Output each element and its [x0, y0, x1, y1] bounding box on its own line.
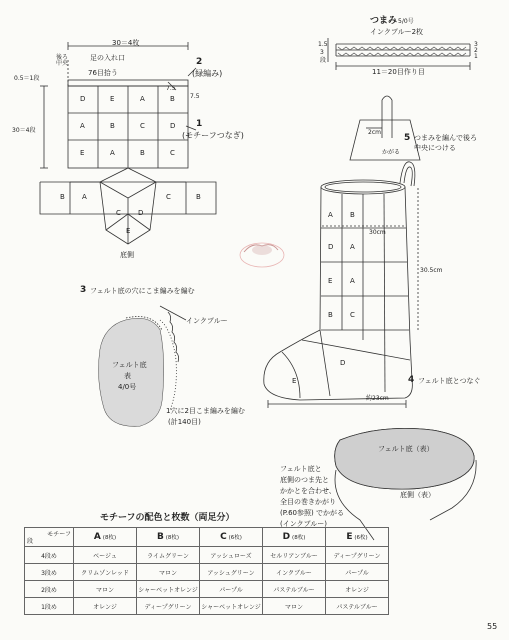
hang-fold: かがる — [382, 149, 401, 156]
table-cell: パープル — [326, 564, 389, 581]
sole-side: 表 — [124, 372, 131, 380]
table-cell: ディープグリーン — [326, 547, 389, 564]
table-header-d: D (8枚) — [263, 528, 326, 547]
corner-top: モチーフ — [47, 531, 71, 538]
tab-left-3: 3 — [320, 49, 324, 56]
grid-cell: B — [140, 149, 145, 157]
note1-text: (モチーフつなぎ) — [182, 131, 244, 140]
table-row — [25, 581, 389, 598]
table-cell: パープル — [200, 581, 263, 598]
side-cell-c: C — [166, 193, 171, 201]
table-cell: クリムゾンレッド — [74, 564, 137, 581]
row-label: 2段め — [25, 581, 74, 598]
sole-yarn-label: インクブルー — [186, 317, 228, 325]
dim-75-a: 7.5 — [166, 85, 176, 92]
tab-row-mark: 1 — [474, 53, 478, 60]
table-header-b: B (8枚) — [137, 528, 200, 547]
sole-name: フェルト底 — [112, 361, 147, 369]
boot-cell: E — [328, 277, 333, 285]
table-cell: パステルブルー — [263, 581, 326, 598]
table-header-c: C (6枚) — [200, 528, 263, 547]
boot-cell: D — [340, 359, 346, 367]
tab-width-label: 11＝20目作り目 — [372, 68, 425, 76]
sole-note-line: フェルト底と — [280, 465, 322, 473]
tab-row-mark: 2 — [474, 47, 478, 54]
boot-width-label: 30cm — [369, 229, 386, 236]
boot-cell: A — [328, 211, 333, 219]
motif-color-table — [24, 527, 389, 615]
tab-left-row: 段 — [320, 57, 327, 64]
boot-cell: D — [328, 243, 334, 251]
sole-note-line: かかとを合わせ、 — [280, 487, 336, 495]
table-cell: シャーベットオレンジ — [200, 598, 263, 615]
side-cell-b2: B — [196, 193, 201, 201]
table-row — [25, 564, 389, 581]
table-title: モチーフの配色と枚数（両足分） — [100, 513, 235, 523]
sole-cell: D — [138, 209, 144, 217]
height-rows-label: 30＝4段 — [12, 127, 36, 134]
top-bottom-label: 底側 — [120, 251, 134, 259]
side-cell-a: A — [82, 193, 87, 201]
grid-cell: C — [140, 122, 145, 130]
step4-num: 4 — [408, 375, 415, 385]
table-cell: アッシュグリーン — [200, 564, 263, 581]
boot-cell: B — [350, 211, 355, 219]
sole-note-line: 全目の巻きかがり — [280, 498, 336, 506]
tab-row-mark: 3 — [474, 41, 478, 48]
table-row — [25, 547, 389, 564]
table-cell: インクブルー — [263, 564, 326, 581]
boot-cell: A — [350, 243, 355, 251]
table-cell: ライムグリーン — [137, 547, 200, 564]
step4-text: フェルト底とつなぐ — [418, 377, 481, 385]
sole-count-total: (計140目) — [168, 418, 201, 426]
row-label: 4段め — [25, 547, 74, 564]
table-cell: ベージュ — [74, 547, 137, 564]
page-number: 55 — [487, 622, 498, 631]
boot-cell: E — [292, 377, 297, 385]
table-cell: マロン — [263, 598, 326, 615]
top-width-label: 30＝4枚 — [112, 39, 140, 47]
note2-num: 2 — [196, 57, 203, 67]
corner-bottom: 段 — [27, 538, 34, 545]
grid-cell: A — [110, 149, 115, 157]
tab-left-15: 1.5 — [318, 41, 328, 48]
sole-count-text: 1穴に2目こま編みを編む — [166, 407, 245, 415]
grid-cell: A — [80, 122, 85, 130]
sole-note-line: (インクブルー) — [280, 520, 328, 528]
sole-note-line: (P.60参照) でかがる — [280, 509, 344, 517]
boot-bottom-label: 約23cm — [366, 395, 389, 402]
dim-75-b: 7.5 — [190, 93, 200, 100]
table-header-a: A (8枚) — [74, 528, 137, 547]
table-header-row — [25, 528, 389, 547]
step3-num: 3 — [80, 285, 87, 295]
decorative-stamp — [240, 243, 284, 267]
table-cell: セルリアンブルー — [263, 547, 326, 564]
side-cell-b: B — [60, 193, 65, 201]
grid-cell: E — [110, 95, 115, 103]
table-cell: シャーベットオレンジ — [137, 581, 200, 598]
sole-note-line: 底側のつま先と — [280, 476, 329, 484]
step3-text: フェルト底の穴にこま編みを編む — [90, 287, 195, 295]
table-header-e: E (6枚) — [326, 528, 389, 547]
row-label: 1段め — [25, 598, 74, 615]
table-cell: マロン — [137, 564, 200, 581]
table-cell: マロン — [74, 581, 137, 598]
step5-num: 5 — [404, 133, 411, 143]
grid-cell: E — [80, 149, 85, 157]
table-cell: ディープグリーン — [137, 598, 200, 615]
table-cell: オレンジ — [74, 598, 137, 615]
boot-height-label: 30.5cm — [420, 267, 443, 274]
row-label: 3段め — [25, 564, 74, 581]
table-corner — [25, 528, 74, 547]
note2-text: (緑編み) — [192, 69, 223, 78]
tab-hook: 5/0号 — [398, 18, 414, 25]
back-center-label: 後ろ中央 — [55, 54, 68, 67]
sole-bottom-label: 底側（表） — [400, 491, 435, 499]
grid-cell: B — [170, 95, 175, 103]
sole-cell: C — [116, 209, 121, 217]
hang-dim: 2cm — [368, 129, 381, 136]
left-rows-label: 0.5＝1段 — [14, 75, 40, 82]
boot-cell: A — [350, 277, 355, 285]
grid-cell: D — [80, 95, 86, 103]
tab-title: つまみ — [370, 16, 398, 26]
grid-cell: A — [140, 95, 145, 103]
grid-cell: C — [170, 149, 175, 157]
table-cell: パステルブルー — [326, 598, 389, 615]
sole-cell: E — [126, 227, 131, 235]
grid-cell: D — [170, 122, 176, 130]
table-cell: オレンジ — [326, 581, 389, 598]
sole-top-label: フェルト底（表） — [378, 445, 434, 453]
boot-cell: B — [328, 311, 333, 319]
grid-cell: B — [110, 122, 115, 130]
pickup-label: 76目拾う — [88, 69, 118, 77]
tab-yarn: インクブルー2枚 — [370, 28, 424, 36]
sole-hook: 4/0号 — [118, 383, 137, 391]
boot-cell: C — [350, 311, 355, 319]
note1-num: 1 — [196, 119, 203, 129]
table-cell: アッシュローズ — [200, 547, 263, 564]
step5-text: つまみを編んで後ろ中央につける — [414, 134, 477, 152]
entrance-label: 足の入れ口 — [90, 54, 125, 62]
table-row — [25, 598, 389, 615]
